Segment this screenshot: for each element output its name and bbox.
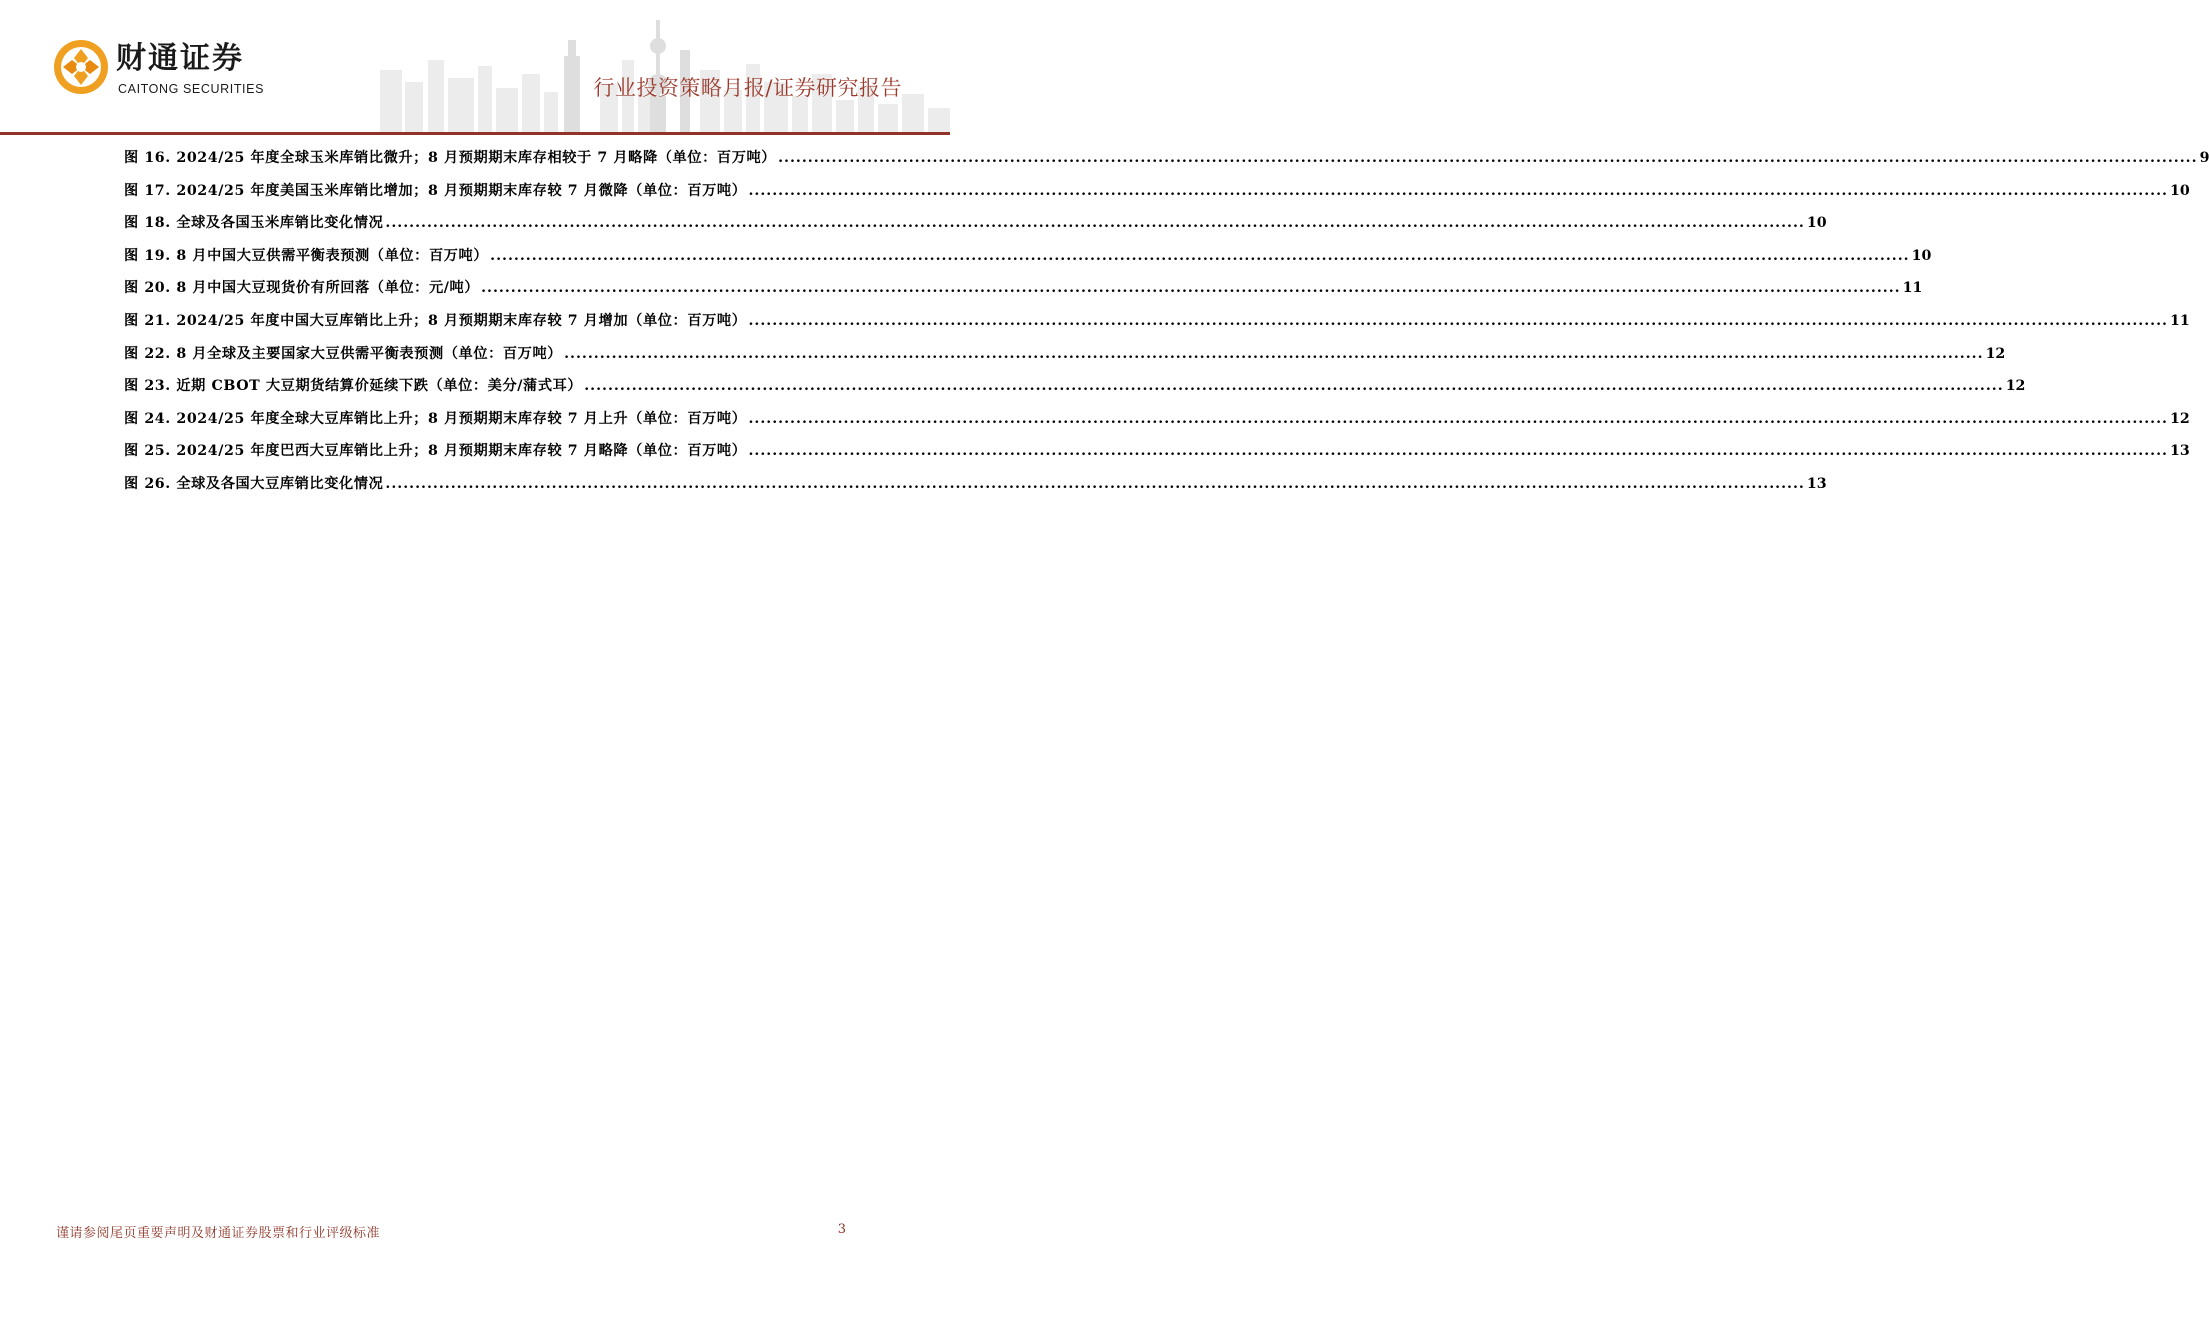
toc-dot-leader <box>748 411 2168 427</box>
toc-dot-leader <box>564 346 1984 362</box>
toc-dot-leader <box>481 280 1901 296</box>
toc-entry[interactable] <box>124 473 1827 506</box>
toc-entry-page: 12 <box>2005 378 2026 395</box>
toc-entry-page: 9 <box>2199 150 2209 166</box>
toc-entry-label: 图 20. 8 月中国大豆现货价有所回落（单位：元/吨） <box>124 280 480 297</box>
toc-entry[interactable] <box>124 147 2209 180</box>
toc-entry-page: 11 <box>1902 280 1923 297</box>
footer-disclaimer: 谨请参阅尾页重要声明及财通证券股票和行业评级标准 <box>56 1226 381 1241</box>
report-type-title: 行业投资策略月报/证券研究报告 <box>593 76 902 100</box>
toc-dot-leader <box>584 378 2004 394</box>
toc-entry-label: 图 21. 2024/25 年度中国大豆库销比上升；8 月预期期末库存较 7 月增加（单位：百万吨） <box>124 312 747 329</box>
toc-entry[interactable] <box>124 277 1923 310</box>
toc-entry[interactable] <box>124 245 1932 278</box>
toc-entry-label: 图 26. 全球及各国大豆库销比变化情况 <box>124 475 384 492</box>
toc-entry-page: 13 <box>1806 475 1827 492</box>
footer-page-number: 3 <box>837 1222 846 1237</box>
figure-table-of-contents <box>124 147 2209 506</box>
toc-dot-leader <box>778 150 2198 166</box>
toc-dot-leader <box>385 215 1805 231</box>
toc-entry[interactable] <box>124 375 2026 408</box>
toc-entry[interactable] <box>124 408 2190 441</box>
toc-entry[interactable] <box>124 310 2190 343</box>
toc-entry-label: 图 19. 8 月中国大豆供需平衡表预测（单位：百万吨） <box>124 247 489 264</box>
toc-entry-label: 图 18. 全球及各国玉米库销比变化情况 <box>124 215 384 232</box>
toc-entry-page: 11 <box>2169 312 2190 329</box>
toc-entry[interactable] <box>124 212 1827 245</box>
toc-entry[interactable] <box>124 440 2190 473</box>
toc-entry-label: 图 16. 2024/25 年度全球玉米库销比微升；8 月预期期末库存相较于 7 月略降（单位：百万吨） <box>124 150 777 166</box>
logo-english-name: CAITONG SECURITIES <box>118 82 265 96</box>
header-divider <box>0 132 950 135</box>
toc-entry-label: 图 23. 近期 CBOT 大豆期货结算价延续下跌（单位：美分/蒲式耳） <box>124 378 583 395</box>
toc-entry-page: 10 <box>2169 182 2190 199</box>
toc-entry-label: 图 22. 8 月全球及主要国家大豆供需平衡表预测（单位：百万吨） <box>124 345 563 362</box>
caitong-logo-icon <box>52 38 110 96</box>
toc-dot-leader <box>748 443 2168 459</box>
toc-entry-label: 图 17. 2024/25 年度美国玉米库销比增加；8 月预期期末库存较 7 月微降（单位：百万吨） <box>124 182 747 199</box>
toc-dot-leader <box>385 476 1805 492</box>
logo-chinese-name: 财通证券 <box>116 41 244 76</box>
toc-entry-page: 12 <box>1985 345 2006 362</box>
toc-entry-label: 图 25. 2024/25 年度巴西大豆库销比上升；8 月预期期末库存较 7 月略降（单位：百万吨） <box>124 443 747 460</box>
toc-dot-leader <box>490 248 1910 264</box>
toc-entry-label: 图 24. 2024/25 年度全球大豆库销比上升；8 月预期期末库存较 7 月上升（单位：百万吨） <box>124 410 747 427</box>
toc-entry[interactable] <box>124 343 2006 376</box>
toc-dot-leader <box>748 183 2168 199</box>
toc-entry-page: 12 <box>2169 410 2190 427</box>
toc-entry-page: 10 <box>1806 215 1827 232</box>
toc-entry-page: 10 <box>1911 247 1932 264</box>
toc-entry[interactable] <box>124 180 2190 213</box>
toc-dot-leader <box>748 313 2168 329</box>
page-header <box>0 0 950 140</box>
toc-entry-page: 13 <box>2169 443 2190 460</box>
